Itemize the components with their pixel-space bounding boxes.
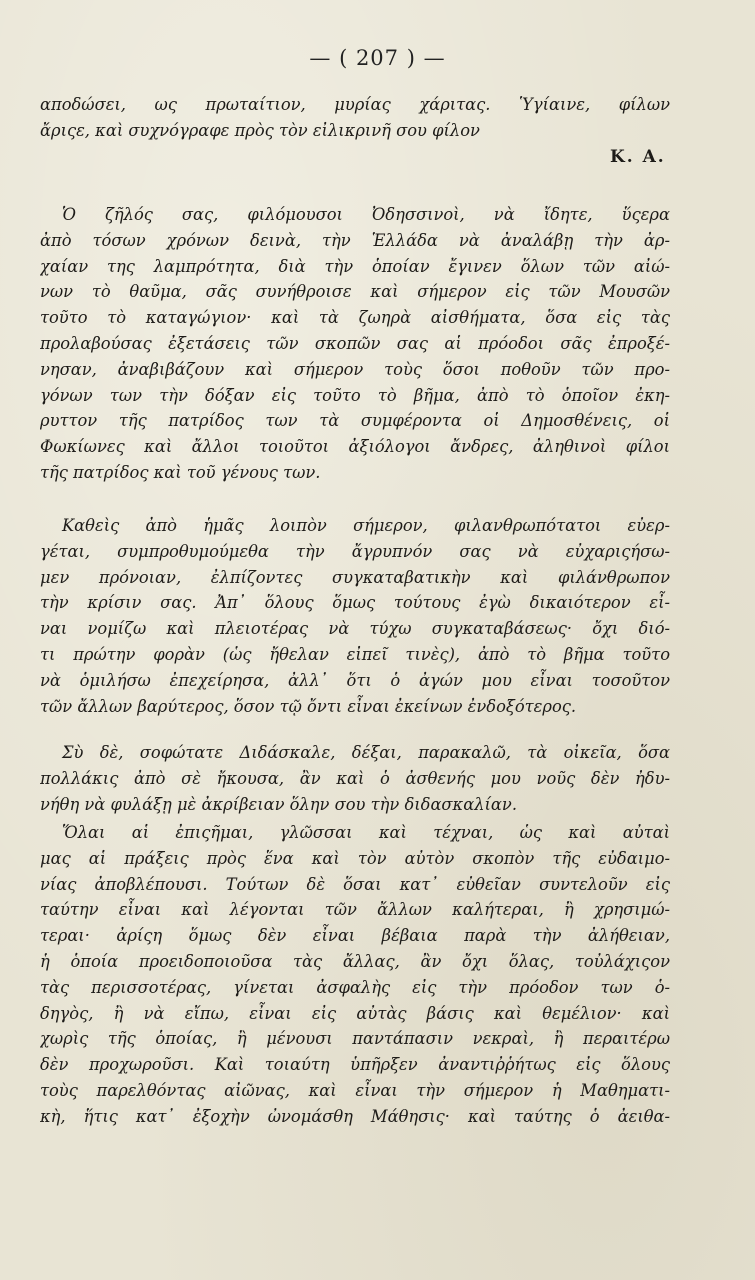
paragraph-sciences <box>40 820 670 1130</box>
text-line: νήθη νὰ φυλάξῃ μὲ ἀκρίβειαν ὅλην σου τὴν διδασκαλίαν. <box>40 794 517 814</box>
text-line: νων τὸ θαῦμα, σᾶς συνήθροισε καὶ σήμερον εἰς τῶν Μουσῶν <box>40 282 670 302</box>
text-line: δὲν προχωροῦσι. Καὶ τοιαύτη ὑπῆρξεν ἀναντιῤῥήτως εἰς ὅλους <box>40 1055 670 1075</box>
signature-initials: Κ. Α. <box>610 147 666 167</box>
text-line: γέται, συμπροθυμούμεθα τὴν ἄγρυπνόν σας νὰ εὐχαριςήσω- <box>40 541 670 561</box>
text-line: αποδώσει, ως πρωταίτιον, μυρίας χάριτας. Ὑγίαινε, φίλων <box>40 95 670 114</box>
text-line: τοὺς παρελθόντας αἰῶνας, καὶ εἶναι τὴν σήμερον ἡ Μαθηματι- <box>40 1080 670 1100</box>
text-line: κὴ, ἥτις κατ᾽ ἐξοχὴν ὠνομάσθη Μάθησις· καὶ ταύτης ὁ ἀειθα- <box>40 1106 670 1126</box>
text-line: τεραι· ἀρίςη ὅμως δὲν εἶναι βέβαια παρὰ τὴν ἀλήθειαν, <box>40 926 670 946</box>
text-line: ναι νομίζω καὶ πλειοτέρας νὰ τύχω συγκαταβάσεως· ὄχι διό- <box>40 619 670 639</box>
text-line: τὰς περισσοτέρας, γίνεται ἀσφαλὴς εἰς τὴν πρόοδον των ὁ- <box>40 977 670 997</box>
text-line: τὴν κρίσιν σας. Ἀπ᾽ ὅλους ὅμως τούτους ἐγὼ δικαιότερον εἶ- <box>40 593 670 613</box>
text-line: δηγὸς, ἢ νὰ εἴπω, εἶναι εἰς αὐτὰς βάσις καὶ θεμέλιον· καὶ <box>40 1003 670 1023</box>
text-line: τοῦτο τὸ καταγώγιον· καὶ τὰ ζωηρὰ αἰσθήματα, ὅσα εἰς τὰς <box>40 308 670 328</box>
text-line: χαίαν της λαμπρότητα, διὰ τὴν ὁποίαν ἔγινεν ὅλων τῶν αἰώ- <box>40 256 670 276</box>
paragraph-teacher <box>40 740 670 817</box>
text-line: ἀπὸ τόσων χρόνων δεινὰ, τὴν Ἑλλάδα νὰ ἀναλάβῃ τὴν ἀρ- <box>40 230 670 250</box>
page-number-header: — ( 207 ) — <box>309 46 446 70</box>
paragraph-benefactors <box>40 513 670 719</box>
text-line: τῆς πατρίδος καὶ τοῦ γένους των. <box>40 462 321 482</box>
text-line: πολλάκις ἀπὸ σὲ ἤκουσα, ἂν καὶ ὁ ἀσθενής μου νοῦς δὲν ἠδυ- <box>40 768 670 788</box>
text-line: τι πρώτην φορὰν (ὡς ἤθελαν εἰπεῖ τινὲς), ἀπὸ τὸ βῆμα τοῦτο <box>40 644 670 664</box>
text-line: γόνων των τὴν δόξαν εἰς τοῦτο τὸ βῆμα, ἀπὸ τὸ ὁποῖον ἐκη- <box>40 385 670 405</box>
text-line: μας αἱ πράξεις πρὸς ἕνα καὶ τὸν αὐτὸν σκοπὸν τῆς εὐδαιμο- <box>40 848 670 868</box>
text-line: Φωκίωνες καὶ ἄλλοι τοιοῦτοι ἀξιόλογοι ἄνδρες, ἀληθινοὶ φίλοι <box>40 437 670 457</box>
text-line: Καθεὶς ἀπὸ ἡμᾶς λοιπὸν σήμερον, φιλανθρωπότατοι εὐερ- <box>62 516 670 535</box>
text-line: νίας ἀποβλέπουσι. Τούτων δὲ ὅσαι κατ᾽ εὐθεῖαν συντελοῦν εἰς <box>40 874 670 894</box>
paragraph-opening-address <box>40 202 670 486</box>
text-line: Σὺ δὲ, σοφώτατε Διδάσκαλε, δέξαι, παρακαλῶ, τὰ οἰκεῖα, ὅσα <box>62 743 670 762</box>
text-line: ρυττον τῆς πατρίδος των τὰ συμφέροντα οἱ Δημοσθένεις, οἱ <box>40 411 670 431</box>
text-line: χωρὶς τῆς ὁποίας, ἢ μένουσι παντάπασιν νεκραὶ, ἢ περαιτέρω <box>40 1029 670 1049</box>
text-line: νὰ ὁμιλήσω ἐπεχείρησα, ἀλλ᾽ ὅτι ὁ ἀγών μου εἶναι τοσοῦτον <box>40 670 670 690</box>
text-line: Ὅλαι αἱ ἐπιςῆμαι, γλῶσσαι καὶ τέχναι, ὡς καὶ αὐταὶ <box>62 823 670 842</box>
text-line: ἡ ὁποία προειδοποιοῦσα τὰς ἄλλας, ἂν ὄχι ὅλας, τοὐλάχιςον <box>40 951 670 971</box>
text-line: ἄριςε, καὶ συχνόγραφε πρὸς τὸν εἰλικρινῆ σου φίλον <box>40 120 480 140</box>
text-line: Ὁ ζῆλός σας, φιλόμουσοι Ὀδησσινοὶ, νὰ ἴδητε, ὕςερα <box>62 205 670 224</box>
text-line: νησαν, ἀναβιβάζουν καὶ σήμερον τοὺς ὅσοι ποθοῦν τῶν προ- <box>40 359 670 379</box>
text-line: προλαβούσας ἐξετάσεις τῶν σκοπῶν σας αἱ πρόοδοι σᾶς ἐπροξέ- <box>40 333 670 353</box>
text-line: μεν πρόνοιαν, ἐλπίζοντες συγκαταβατικὴν καὶ φιλάνθρωπον <box>40 567 670 587</box>
text-line: ταύτην εἶναι καὶ λέγονται τῶν ἄλλων καλήτεραι, ἢ χρησιμώ- <box>40 900 670 920</box>
paragraph-closing-letter <box>40 92 670 144</box>
text-line: τῶν ἄλλων βαρύτερος, ὅσον τῷ ὄντι εἶναι ἐκείνων ἐνδοξότερος. <box>40 696 577 716</box>
